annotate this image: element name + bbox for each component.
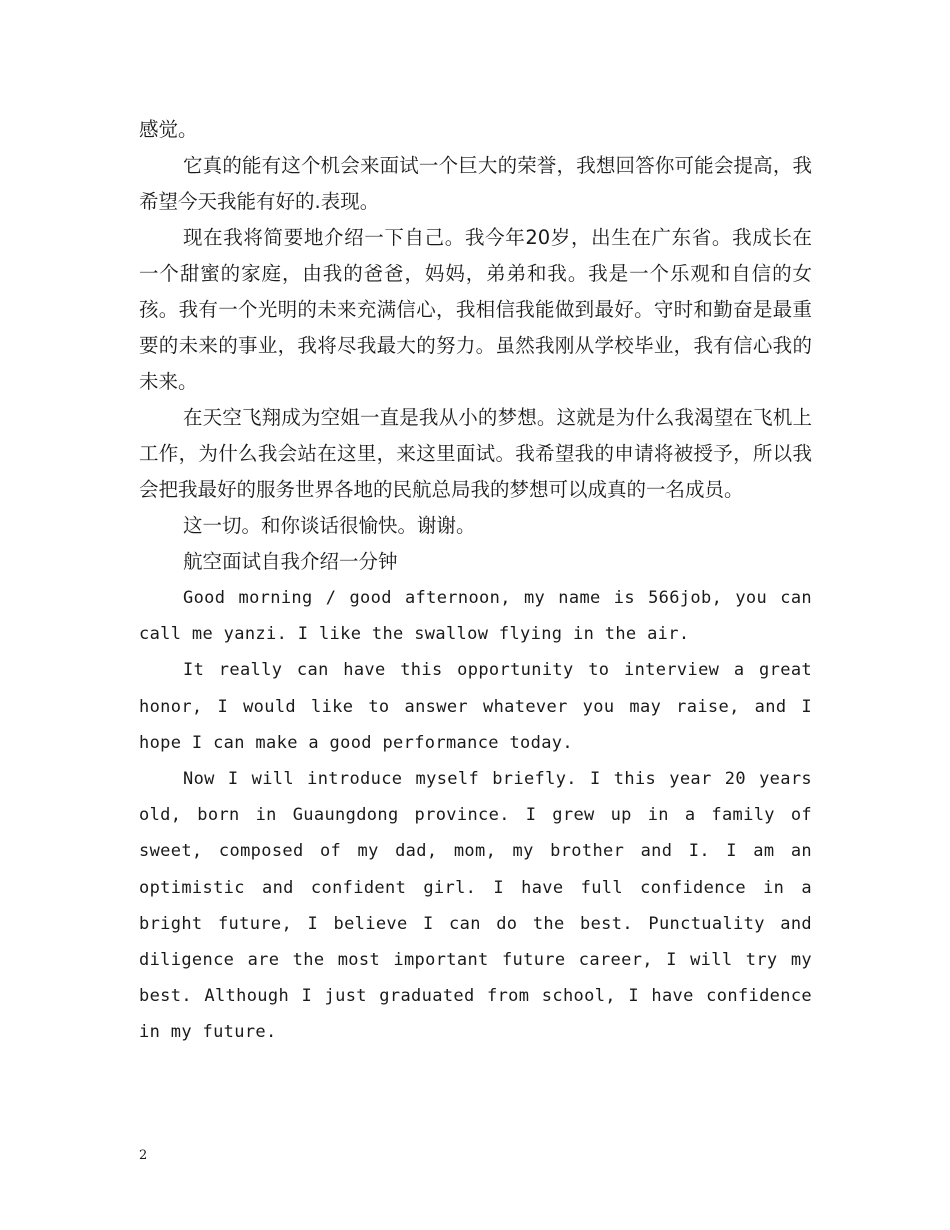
paragraph-closing-cn: 这一切。和你谈话很愉快。谢谢。 <box>183 514 476 537</box>
paragraph-self-introduction-en: Now I will introduce myself briefly. I this year 20 years old, born in Guaungdong province. I grew up in a family of sweet, composed of my dad, mom, my brother and I. I am an optimistic and confident girl. I have full confidence in a bright future, I believe I can do the best. Punctuality and diligence are the most important future career, I will try my best. Although I just graduated from school, I have confidence in my future. <box>139 769 812 1043</box>
paragraph-intro-fragment: 感觉。 <box>139 118 198 141</box>
paragraph-dream-cn: 在天空飞翔成为空姐一直是我从小的梦想。这就是为什么我渴望在飞机上工作，为什么我会站在这里，来这里面试。我希望我的申请将被授予，所以我会把我最好的服务世界各地的民航总局我的梦想可以成真的一名成员。 <box>139 406 812 501</box>
document-body <box>139 112 812 1051</box>
paragraph-interview-honor-cn: 它真的能有这个机会来面试一个巨大的荣誉，我想回答你可能会提高，我希望今天我能有好的.表现。 <box>139 154 812 213</box>
paragraph-interview-honor-en: It really can have this opportunity to interview a great honor, I would like to answer whatever you may raise, and I hope I can make a good performance today. <box>139 660 812 753</box>
page-number: 2 <box>139 1148 148 1163</box>
paragraph-self-introduction-cn: 现在我将简要地介绍一下自己。我今年20岁，出生在广东省。我成长在一个甜蜜的家庭，由我的爸爸，妈妈，弟弟和我。我是一个乐观和自信的女孩。我有一个光明的未来充满信心，我相信我能做到最好。守时和勤奋是最重要的未来的事业，我将尽我最大的努力。虽然我刚从学校毕业，我有信心我的未来。 <box>139 226 812 393</box>
paragraph-greeting-en: Good morning / good afternoon, my name is 566job, you can call me yanzi. I like the swallow flying in the air. <box>139 588 812 645</box>
section-heading: 航空面试自我介绍一分钟 <box>183 550 398 573</box>
